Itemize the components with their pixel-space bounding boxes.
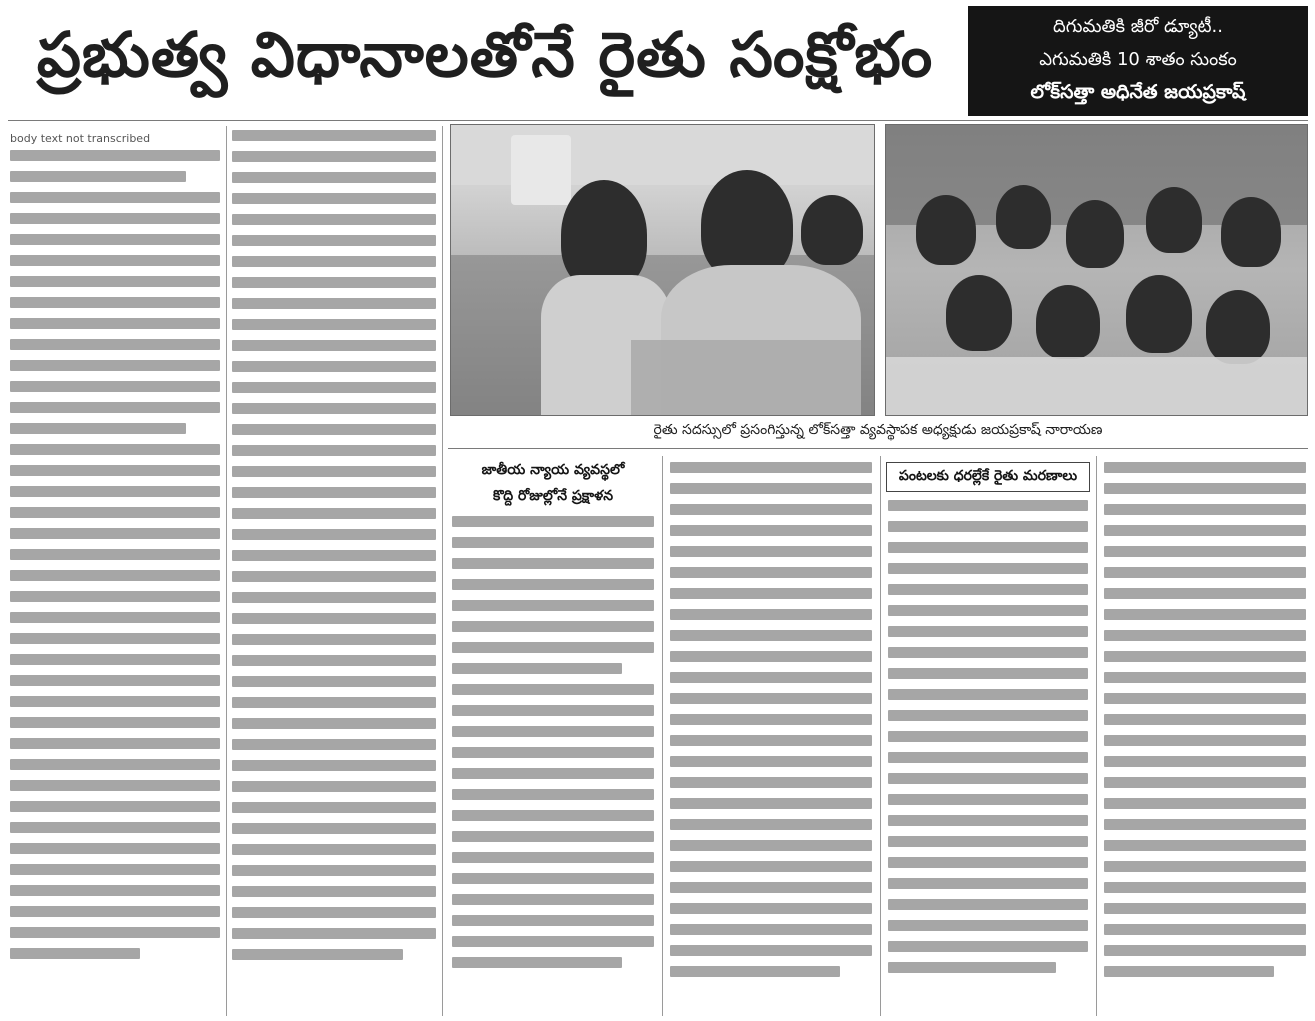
text-line (10, 738, 220, 749)
text-line (10, 171, 186, 182)
text-line (232, 508, 436, 519)
text-line (452, 642, 654, 653)
text-line (232, 361, 436, 372)
text-line (452, 663, 622, 674)
text-line (232, 151, 436, 162)
text-line (670, 672, 872, 683)
text-line (232, 172, 436, 183)
text-line (232, 781, 436, 792)
text-line (452, 768, 654, 779)
text-line (232, 340, 436, 351)
headline-divider (8, 120, 1308, 121)
text-line (10, 654, 220, 665)
text-line (10, 150, 220, 161)
text-line (1104, 693, 1306, 704)
text-line (232, 718, 436, 729)
article-column-3 (450, 512, 656, 1016)
article-headline: ప్రభుత్వ విధానాలతోనే రైతు సంక్షోభం (36, 18, 934, 91)
text-line (1104, 630, 1306, 641)
text-line (1104, 588, 1306, 599)
sidebar-story-headline-line-2: కొద్ది రోజుల్లోనే ప్రక్షాళన (492, 487, 614, 504)
text-line (1104, 882, 1306, 893)
text-line (670, 567, 872, 578)
text-line (1104, 483, 1306, 494)
text-line (452, 621, 654, 632)
text-line (452, 852, 654, 863)
text-line (670, 882, 872, 893)
text-line (10, 864, 220, 875)
text-line (1104, 861, 1306, 872)
text-line (888, 794, 1088, 805)
text-line (1104, 945, 1306, 956)
deck-line-1: దిగుమతికి జీరో డ్యూటీ.. (1053, 15, 1223, 37)
text-line (232, 634, 436, 645)
text-line (10, 528, 220, 539)
text-line (232, 613, 436, 624)
text-line (452, 789, 654, 800)
text-line (670, 651, 872, 662)
text-line (670, 903, 872, 914)
text-line (232, 403, 436, 414)
text-line (670, 945, 872, 956)
text-line (452, 915, 654, 926)
text-line (10, 591, 220, 602)
text-line (1104, 546, 1306, 557)
text-line (1104, 777, 1306, 788)
text-line (232, 529, 436, 540)
text-line (452, 684, 654, 695)
text-line (10, 465, 220, 476)
column-divider (662, 456, 663, 1016)
text-line (10, 633, 220, 644)
text-line (232, 928, 436, 939)
article-column-5 (886, 496, 1090, 1016)
text-line (888, 647, 1088, 658)
text-line (670, 504, 872, 515)
text-line (10, 801, 220, 812)
text-line (10, 549, 220, 560)
article-column-1 (8, 126, 222, 1016)
text-line (10, 402, 220, 413)
text-line (232, 802, 436, 813)
text-line (888, 878, 1088, 889)
text-line (452, 747, 654, 758)
text-line (10, 381, 220, 392)
text-line (10, 255, 220, 266)
text-line (452, 705, 654, 716)
article-column-2 (230, 126, 438, 1016)
text-line (452, 726, 654, 737)
text-line (1104, 819, 1306, 830)
text-line (10, 444, 220, 455)
text-line (1104, 609, 1306, 620)
column-divider (1096, 456, 1097, 1016)
text-line (888, 752, 1088, 763)
text-line (452, 894, 654, 905)
text-line (888, 521, 1088, 532)
article-column-6 (1102, 458, 1308, 1016)
text-line (232, 676, 436, 687)
text-line (1104, 966, 1274, 977)
text-line (232, 277, 436, 288)
text-line (452, 957, 622, 968)
text-line (888, 773, 1088, 784)
text-line (452, 579, 654, 590)
text-line (10, 339, 220, 350)
text-line (888, 710, 1088, 721)
text-line (10, 759, 220, 770)
text-line (232, 466, 436, 477)
photo-caption: రైతు సదస్సులో ప్రసంగిస్తున్న లోక్‌సత్తా వ్యవస్థాపక అధ్యక్షుడు జయప్రకాష్ నారాయణ (653, 421, 1103, 438)
text-line (10, 717, 220, 728)
text-line (10, 276, 220, 287)
audience-photo (885, 124, 1308, 416)
text-line (452, 558, 654, 569)
text-line (670, 777, 872, 788)
caption-divider (448, 448, 1308, 449)
column-divider (442, 126, 443, 1016)
text-line (10, 570, 220, 581)
text-line (888, 542, 1088, 553)
text-line (1104, 714, 1306, 725)
text-line (452, 537, 654, 548)
text-line (232, 844, 436, 855)
text-line (232, 865, 436, 876)
text-line (10, 612, 220, 623)
text-line (232, 319, 436, 330)
text-line (670, 630, 872, 641)
text-line (232, 487, 436, 498)
text-line (232, 823, 436, 834)
body-text-placeholder: body text not transcribed (10, 132, 151, 145)
text-line (1104, 567, 1306, 578)
text-line (1104, 651, 1306, 662)
text-line (888, 815, 1088, 826)
text-line (888, 689, 1088, 700)
text-line (888, 731, 1088, 742)
text-line (232, 949, 403, 960)
text-line (670, 840, 872, 851)
text-line (670, 525, 872, 536)
text-line (10, 486, 220, 497)
text-line (452, 936, 654, 947)
text-line (232, 550, 436, 561)
text-line (10, 507, 220, 518)
text-line (10, 885, 220, 896)
text-line (232, 256, 436, 267)
text-line (888, 563, 1088, 574)
text-line (10, 318, 220, 329)
text-line (232, 739, 436, 750)
deck-line-2: ఎగుమతికి 10 శాతం సుంకం (1039, 48, 1237, 70)
speaker-photo (450, 124, 875, 416)
text-line (10, 780, 220, 791)
deck-line-3: లోక్‌సత్తా అధినేత జయప్రకాష్ (1030, 80, 1246, 103)
text-line (10, 843, 220, 854)
text-line (888, 857, 1088, 868)
text-line (670, 693, 872, 704)
text-line (1104, 924, 1306, 935)
text-line (1104, 525, 1306, 536)
text-line (670, 966, 840, 977)
headline-deck-box (968, 6, 1308, 116)
text-line (10, 423, 186, 434)
text-line (10, 948, 140, 959)
text-line (232, 193, 436, 204)
text-line (1104, 462, 1306, 473)
text-line (10, 360, 220, 371)
text-line (888, 920, 1088, 931)
text-line (888, 899, 1088, 910)
text-line (232, 592, 436, 603)
text-line (670, 924, 872, 935)
text-line (10, 192, 220, 203)
text-line (1104, 504, 1306, 515)
text-line (452, 600, 654, 611)
text-line (888, 941, 1088, 952)
text-line (1104, 903, 1306, 914)
text-line (232, 130, 436, 141)
text-line (670, 588, 872, 599)
text-line (10, 675, 220, 686)
column-divider (880, 456, 881, 1016)
text-line (232, 760, 436, 771)
text-line (232, 907, 436, 918)
text-line (670, 798, 872, 809)
article-column-4 (668, 458, 874, 1016)
text-line (232, 382, 436, 393)
text-line (452, 516, 654, 527)
text-line (888, 584, 1088, 595)
text-line (1104, 756, 1306, 767)
text-line (888, 836, 1088, 847)
text-line (670, 861, 872, 872)
column-divider (226, 126, 227, 1016)
text-line (452, 831, 654, 842)
text-line (10, 297, 220, 308)
text-line (232, 235, 436, 246)
third-story-headline: పంటలకు ధరల్లేకే రైతు మరణాలు (886, 462, 1090, 492)
text-line (232, 424, 436, 435)
text-line (10, 234, 220, 245)
text-line (888, 500, 1088, 511)
text-line (670, 546, 872, 557)
text-line (670, 609, 872, 620)
text-line (670, 714, 872, 725)
sidebar-story-headline-line-1: జాతీయ న్యాయ వ్యవస్థలో (481, 461, 625, 478)
text-line (232, 886, 436, 897)
text-line (670, 735, 872, 746)
text-line (10, 906, 220, 917)
text-line (1104, 735, 1306, 746)
text-line (1104, 672, 1306, 683)
text-line (232, 571, 436, 582)
text-line (888, 668, 1088, 679)
text-line (670, 756, 872, 767)
text-line (10, 696, 220, 707)
text-line (232, 445, 436, 456)
text-line (10, 822, 220, 833)
text-line (670, 819, 872, 830)
text-line (10, 213, 220, 224)
text-line (670, 462, 872, 473)
text-line (10, 927, 220, 938)
text-line (232, 214, 436, 225)
text-line (452, 873, 654, 884)
text-line (1104, 840, 1306, 851)
text-line (1104, 798, 1306, 809)
text-line (888, 626, 1088, 637)
text-line (888, 962, 1056, 973)
text-line (670, 483, 872, 494)
text-line (232, 298, 436, 309)
text-line (452, 810, 654, 821)
text-line (888, 605, 1088, 616)
text-line (232, 655, 436, 666)
text-line (232, 697, 436, 708)
